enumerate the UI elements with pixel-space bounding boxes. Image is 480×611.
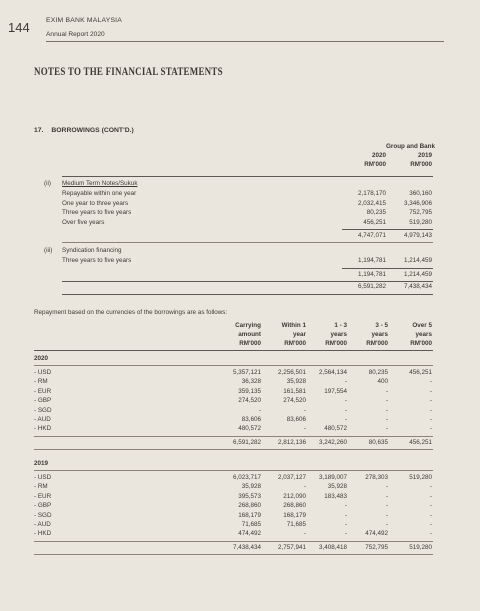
cell-value: -	[344, 502, 347, 510]
col-header-5: years	[415, 331, 432, 338]
col-header-5: Over 5	[412, 322, 432, 329]
cell-value: 83,606	[241, 416, 261, 423]
col-header-1: amount	[238, 331, 261, 338]
cell-value: -	[303, 406, 306, 414]
cell-value: 6,023,717	[232, 474, 261, 481]
mtn-title: Medium Term Notes/Sukuk	[62, 180, 138, 187]
section-title: BORROWINGS (CONT'D.)	[51, 127, 134, 134]
currency-label: - USD	[34, 369, 52, 376]
cell-value: 2,256,501	[277, 369, 306, 376]
col-header-4: 3 - 5	[375, 322, 388, 329]
cell-value: 161,581	[283, 387, 306, 395]
grand-total-2019: 7,438,434	[403, 283, 432, 290]
year-heading-2019: 2019	[34, 460, 49, 467]
cell-value: -	[429, 492, 432, 500]
cell-value: -	[385, 425, 388, 433]
cell-value: 197,554	[324, 387, 347, 395]
mtn-value-2019: 360,160	[409, 190, 432, 197]
col-year-2019: 2019	[417, 152, 432, 159]
cell-value: -	[385, 521, 388, 528]
cell-value: -	[385, 406, 388, 414]
cell-value: 480,572	[238, 425, 261, 433]
grand-total-bottom-rule	[62, 294, 433, 295]
cell-value: 71,685	[286, 521, 306, 528]
col-year-2020: 2020	[371, 152, 386, 159]
mtn-value-2020: 2,178,170	[357, 190, 386, 197]
cell-value: -	[429, 378, 432, 386]
cell-value: 2,037,127	[277, 474, 306, 481]
cell-value: 212,090	[283, 492, 306, 500]
currency-label: - RM	[34, 483, 48, 491]
block-total: 3,408,418	[318, 543, 347, 551]
cell-value: -	[344, 530, 347, 538]
cell-value: 474,492	[238, 530, 261, 538]
col-header-2: Within 1	[281, 322, 306, 329]
cell-value: -	[344, 416, 347, 423]
col-header-5: RM'000	[410, 340, 432, 347]
year-heading-2020: 2020	[34, 355, 49, 362]
cell-value: -	[344, 511, 347, 519]
cell-value: 80,235	[368, 369, 388, 376]
cell-value: 3,189,007	[318, 474, 347, 481]
cell-value: -	[385, 492, 388, 500]
cell-value: 480,572	[324, 425, 347, 433]
mtn-value-2019: 519,280	[409, 218, 432, 226]
col-header-1: Carrying	[235, 322, 261, 329]
cell-value: 183,483	[324, 492, 347, 500]
col-unit-2019: RM'000	[410, 161, 432, 168]
cell-value: 274,520	[283, 397, 306, 405]
cell-value: 274,520	[238, 397, 261, 405]
cell-value: 5,357,121	[232, 369, 261, 376]
cell-value: -	[429, 406, 432, 414]
block-total-rule-2020	[34, 449, 433, 450]
block-total: 3,242,260	[318, 438, 347, 446]
mtn-row-label: Three years to five years	[62, 209, 132, 216]
block-subtotal-rule-2019	[34, 541, 433, 542]
cell-value: -	[429, 397, 432, 405]
header-divider	[46, 41, 444, 42]
cell-value: -	[344, 397, 347, 405]
mtn-value-2019: 3,346,906	[403, 199, 432, 207]
currency-label: - AUD	[34, 416, 51, 423]
synd-total-2020: 1,194,781	[357, 270, 386, 278]
synd-value-2019: 1,214,459	[403, 257, 432, 264]
mtn-row-label: One year to three years	[62, 199, 129, 207]
col-header-3: RM'000	[325, 340, 347, 347]
block-total: 519,280	[409, 543, 432, 551]
cell-value: 474,492	[365, 530, 388, 538]
cell-value: -	[344, 521, 347, 528]
cell-value: -	[344, 378, 347, 386]
synd-total-2019: 1,214,459	[403, 270, 432, 278]
cell-value: -	[385, 502, 388, 510]
cell-value: -	[385, 397, 388, 405]
block-total: 456,251	[409, 438, 432, 446]
cell-value: 278,303	[365, 474, 388, 481]
mtn-total-rule	[62, 242, 433, 243]
currency-label: - SGD	[34, 406, 52, 414]
cell-value: -	[344, 406, 347, 414]
mtn-row-label: Repayable within one year	[62, 190, 137, 197]
grand-total-top-rule	[62, 281, 433, 282]
grand-total-2020: 6,591,282	[357, 283, 386, 290]
mtn-value-2020: 2,032,415	[357, 199, 386, 207]
synd-title: Syndication financing	[62, 247, 122, 254]
cell-value: 83,606	[286, 416, 306, 423]
cell-value: 168,179	[238, 511, 261, 519]
block-total: 2,757,941	[277, 543, 306, 551]
cell-value: -	[429, 416, 432, 423]
cell-value: -	[429, 425, 432, 433]
col-header-2: RM'000	[284, 340, 306, 347]
cell-value: 519,280	[409, 474, 432, 481]
col-header-2: year	[293, 331, 306, 338]
synd-subtotal-rule	[342, 268, 433, 269]
cell-value: -	[429, 387, 432, 395]
section-heading	[34, 127, 134, 134]
block-total: 752,795	[365, 543, 388, 551]
synd-value-2020: 1,194,781	[357, 257, 386, 264]
mtn-marker: (ii)	[44, 180, 51, 187]
cell-value: 36,328	[241, 378, 261, 386]
cell-value: 168,179	[283, 511, 306, 519]
cell-value: -	[303, 483, 306, 491]
currency-label: - USD	[34, 474, 52, 481]
cell-value: -	[303, 530, 306, 538]
cell-value: 35,928	[327, 483, 347, 491]
block-total: 7,438,434	[232, 543, 261, 551]
block-total-rule-2019	[34, 554, 433, 555]
synd-row-label: Three years to five years	[62, 257, 132, 264]
mtn-value-2020: 456,251	[363, 218, 386, 226]
cell-value: -	[385, 387, 388, 395]
block-total: 80,635	[368, 438, 388, 446]
currency-label: - HKD	[34, 425, 52, 433]
cell-value: -	[258, 406, 261, 414]
section-number: 17.	[34, 127, 44, 134]
block-total: 6,591,282	[232, 438, 261, 446]
currency-label: - GBP	[34, 502, 52, 510]
cell-value: -	[385, 416, 388, 423]
col-header-3: 1 - 3	[334, 322, 347, 329]
currency-label: - HKD	[34, 530, 52, 538]
cell-value: 35,928	[286, 378, 306, 386]
col-header-4: RM'000	[366, 340, 388, 347]
table1-top-rule	[62, 176, 433, 177]
currency-label: - RM	[34, 378, 48, 386]
cell-value: -	[429, 511, 432, 519]
cell-value: 395,573	[238, 492, 261, 500]
year-rule-2020	[34, 365, 433, 366]
bank-name: EXIM BANK MALAYSIA	[46, 17, 122, 24]
mtn-value-2020: 80,235	[366, 209, 386, 216]
currency-label: - GBP	[34, 397, 52, 405]
synd-marker: (iii)	[44, 247, 53, 254]
cell-value: 35,928	[241, 483, 261, 491]
col-header-1: RM'000	[239, 340, 261, 347]
currency-label: - AUD	[34, 521, 51, 528]
mtn-total-2020: 4,747,071	[357, 232, 386, 239]
group-bank-label: Group and Bank	[386, 143, 435, 150]
mtn-total-2019: 4,979,143	[403, 232, 432, 239]
mtn-row-label: Over five years	[62, 218, 105, 226]
notes-title: NOTES TO THE FINANCIAL STATEMENTS	[34, 66, 223, 78]
cell-value: 71,685	[241, 521, 261, 528]
cell-value: 456,251	[409, 369, 432, 376]
col-header-4: years	[371, 331, 388, 338]
cell-value: 2,564,134	[318, 369, 347, 376]
cell-value: -	[429, 502, 432, 510]
report-title: Annual Report 2020	[46, 31, 105, 38]
currency-label: - SGD	[34, 511, 52, 519]
cell-value: -	[429, 530, 432, 538]
col-header-3: years	[330, 331, 347, 338]
currency-label: - EUR	[34, 387, 52, 395]
currency-label: - EUR	[34, 492, 52, 500]
cell-value: -	[429, 483, 432, 491]
cell-value: -	[385, 511, 388, 519]
cell-value: 400	[377, 378, 388, 386]
mtn-subtotal-rule	[342, 229, 433, 230]
col-unit-2020: RM'000	[364, 161, 386, 168]
block-subtotal-rule-2020	[34, 436, 433, 437]
cell-value: -	[385, 483, 388, 491]
cell-value: 268,860	[283, 502, 306, 510]
mtn-value-2019: 752,795	[409, 209, 432, 216]
cell-value: 359,135	[238, 387, 261, 395]
table2-header-rule	[34, 350, 433, 351]
repayment-intro: Repayment based on the currencies of the borrowings are as follows:	[34, 309, 228, 316]
block-total: 2,812,136	[277, 438, 306, 446]
year-rule-2019	[34, 470, 433, 471]
cell-value: -	[429, 521, 432, 528]
cell-value: 268,860	[238, 502, 261, 510]
page-number: 144	[8, 20, 30, 35]
cell-value: -	[303, 425, 306, 433]
